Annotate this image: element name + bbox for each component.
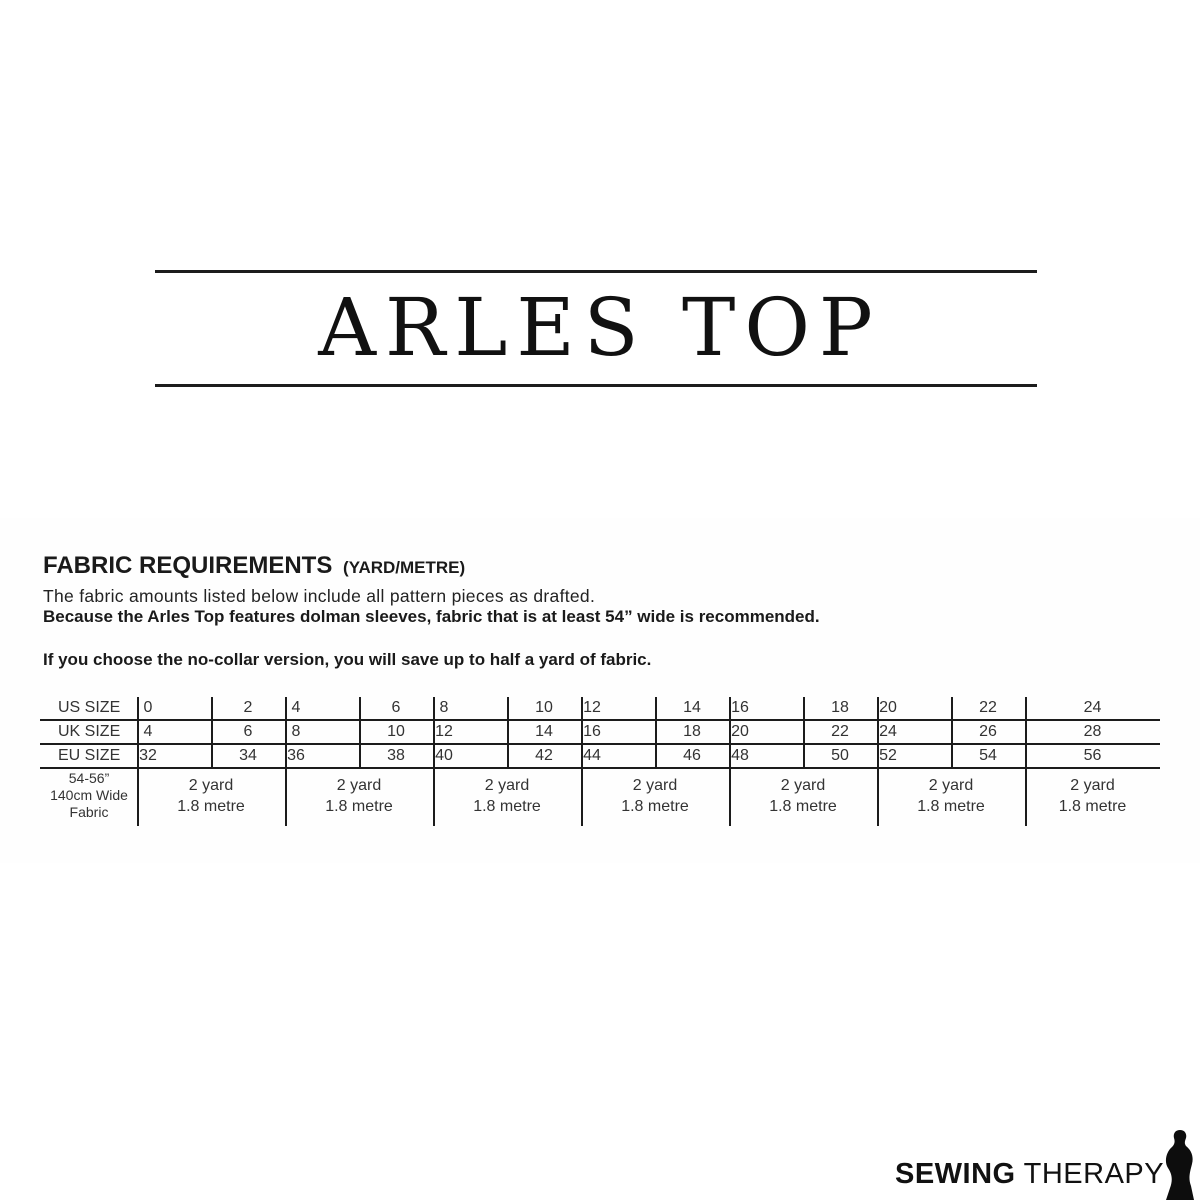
size-cell: 2 [243, 699, 253, 716]
fabric-amount-metre: 1.8 metre [917, 798, 985, 815]
size-cell: 28 [1083, 723, 1102, 740]
size-cell: 56 [1083, 747, 1102, 764]
fabric-amount-yard: 2 yard [336, 777, 382, 794]
requirements-width-note: Because the Arles Top features dolman sleeves, fabric that is at least 54” wide is recommended. [43, 607, 820, 626]
fabric-amount [285, 775, 433, 817]
size-cell: 20 [879, 699, 897, 716]
fabric-amount-metre: 1.8 metre [1058, 798, 1127, 815]
requirements-note: The fabric amounts listed below include all pattern pieces as drafted. [43, 586, 596, 606]
size-cell: 40 [435, 747, 453, 764]
size-cell: 38 [387, 747, 405, 764]
size-cell: 22 [831, 723, 849, 740]
dress-form-icon [1158, 1128, 1200, 1200]
fabric-width-label-line: Fabric [69, 804, 109, 820]
fabric-amount [729, 775, 877, 817]
size-cell: 42 [535, 747, 553, 764]
size-cell: 18 [683, 723, 701, 740]
size-cell: 18 [831, 699, 849, 716]
fabric-amount-metre: 1.8 metre [621, 798, 689, 815]
size-cell: 6 [243, 723, 253, 740]
fabric-amount-yard: 2 yard [484, 777, 530, 794]
size-cell: 16 [731, 699, 749, 716]
brand-name-bold: SEWING [895, 1158, 1016, 1190]
size-cell: 44 [583, 747, 601, 764]
size-cell: 10 [535, 699, 553, 716]
size-cell: 54 [979, 747, 997, 764]
requirements-heading-text: FABRIC REQUIREMENTS [43, 552, 333, 579]
fabric-amount-yard: 2 yard [928, 777, 974, 794]
fabric-amount-yard: 2 yard [780, 777, 826, 794]
size-cell: 34 [239, 747, 257, 764]
requirements-unit: (YARD/METRE) [343, 558, 466, 577]
size-cell: 52 [879, 747, 897, 764]
fabric-width-label-line: 54-56” [68, 770, 110, 786]
fabric-amount [433, 775, 581, 817]
fabric-amount-yard: 2 yard [632, 777, 678, 794]
fabric-width-label [40, 770, 138, 821]
table-row-divider [40, 719, 1160, 721]
size-cell: 48 [731, 747, 749, 764]
size-cell: 24 [879, 723, 897, 740]
size-cell: 12 [583, 699, 601, 716]
size-cell: 4 [291, 699, 301, 716]
size-cell: 14 [683, 699, 701, 716]
table-row-divider [40, 743, 1160, 745]
page-title: ARLES TOP [318, 281, 882, 374]
size-cell: 20 [731, 723, 749, 740]
size-row-label: US SIZE [58, 699, 121, 716]
table-row-divider [40, 767, 1160, 769]
size-cell: 46 [683, 747, 701, 764]
title-top-rule [155, 270, 1037, 273]
fabric-amount [137, 775, 285, 817]
fabric-width-label-line: 140cm Wide [50, 787, 128, 803]
requirements-heading [43, 552, 465, 580]
title-bottom-rule [155, 384, 1037, 387]
brand-name-light: THERAPY [1023, 1158, 1165, 1190]
fabric-amount [877, 775, 1025, 817]
size-row-label: EU SIZE [58, 747, 121, 764]
size-cell: 0 [143, 699, 153, 716]
size-cell: 22 [979, 699, 997, 716]
size-cell: 8 [291, 723, 301, 740]
size-cell: 12 [435, 723, 453, 740]
size-cell: 24 [1083, 699, 1102, 716]
fabric-amount-metre: 1.8 metre [769, 798, 837, 815]
size-row-label: UK SIZE [58, 723, 121, 740]
fabric-amount [1025, 775, 1160, 817]
size-cell: 8 [439, 699, 449, 716]
size-cell: 36 [287, 747, 305, 764]
fabric-amount [581, 775, 729, 817]
fabric-amount-yard: 2 yard [188, 777, 234, 794]
brand-logo [895, 1158, 1164, 1191]
fabric-amount-metre: 1.8 metre [473, 798, 541, 815]
size-cell: 10 [387, 723, 405, 740]
size-cell: 14 [535, 723, 553, 740]
fabric-amount-yard: 2 yard [1070, 777, 1115, 794]
fabric-amount-metre: 1.8 metre [177, 798, 245, 815]
size-cell: 26 [979, 723, 997, 740]
size-cell: 32 [139, 747, 157, 764]
requirements-collar-note: If you choose the no-collar version, you will save up to half a yard of fabric. [43, 650, 652, 669]
size-cell: 50 [831, 747, 849, 764]
size-cell: 16 [583, 723, 601, 740]
fabric-amount-metre: 1.8 metre [325, 798, 393, 815]
size-cell: 6 [391, 699, 401, 716]
size-cell: 4 [143, 723, 153, 740]
